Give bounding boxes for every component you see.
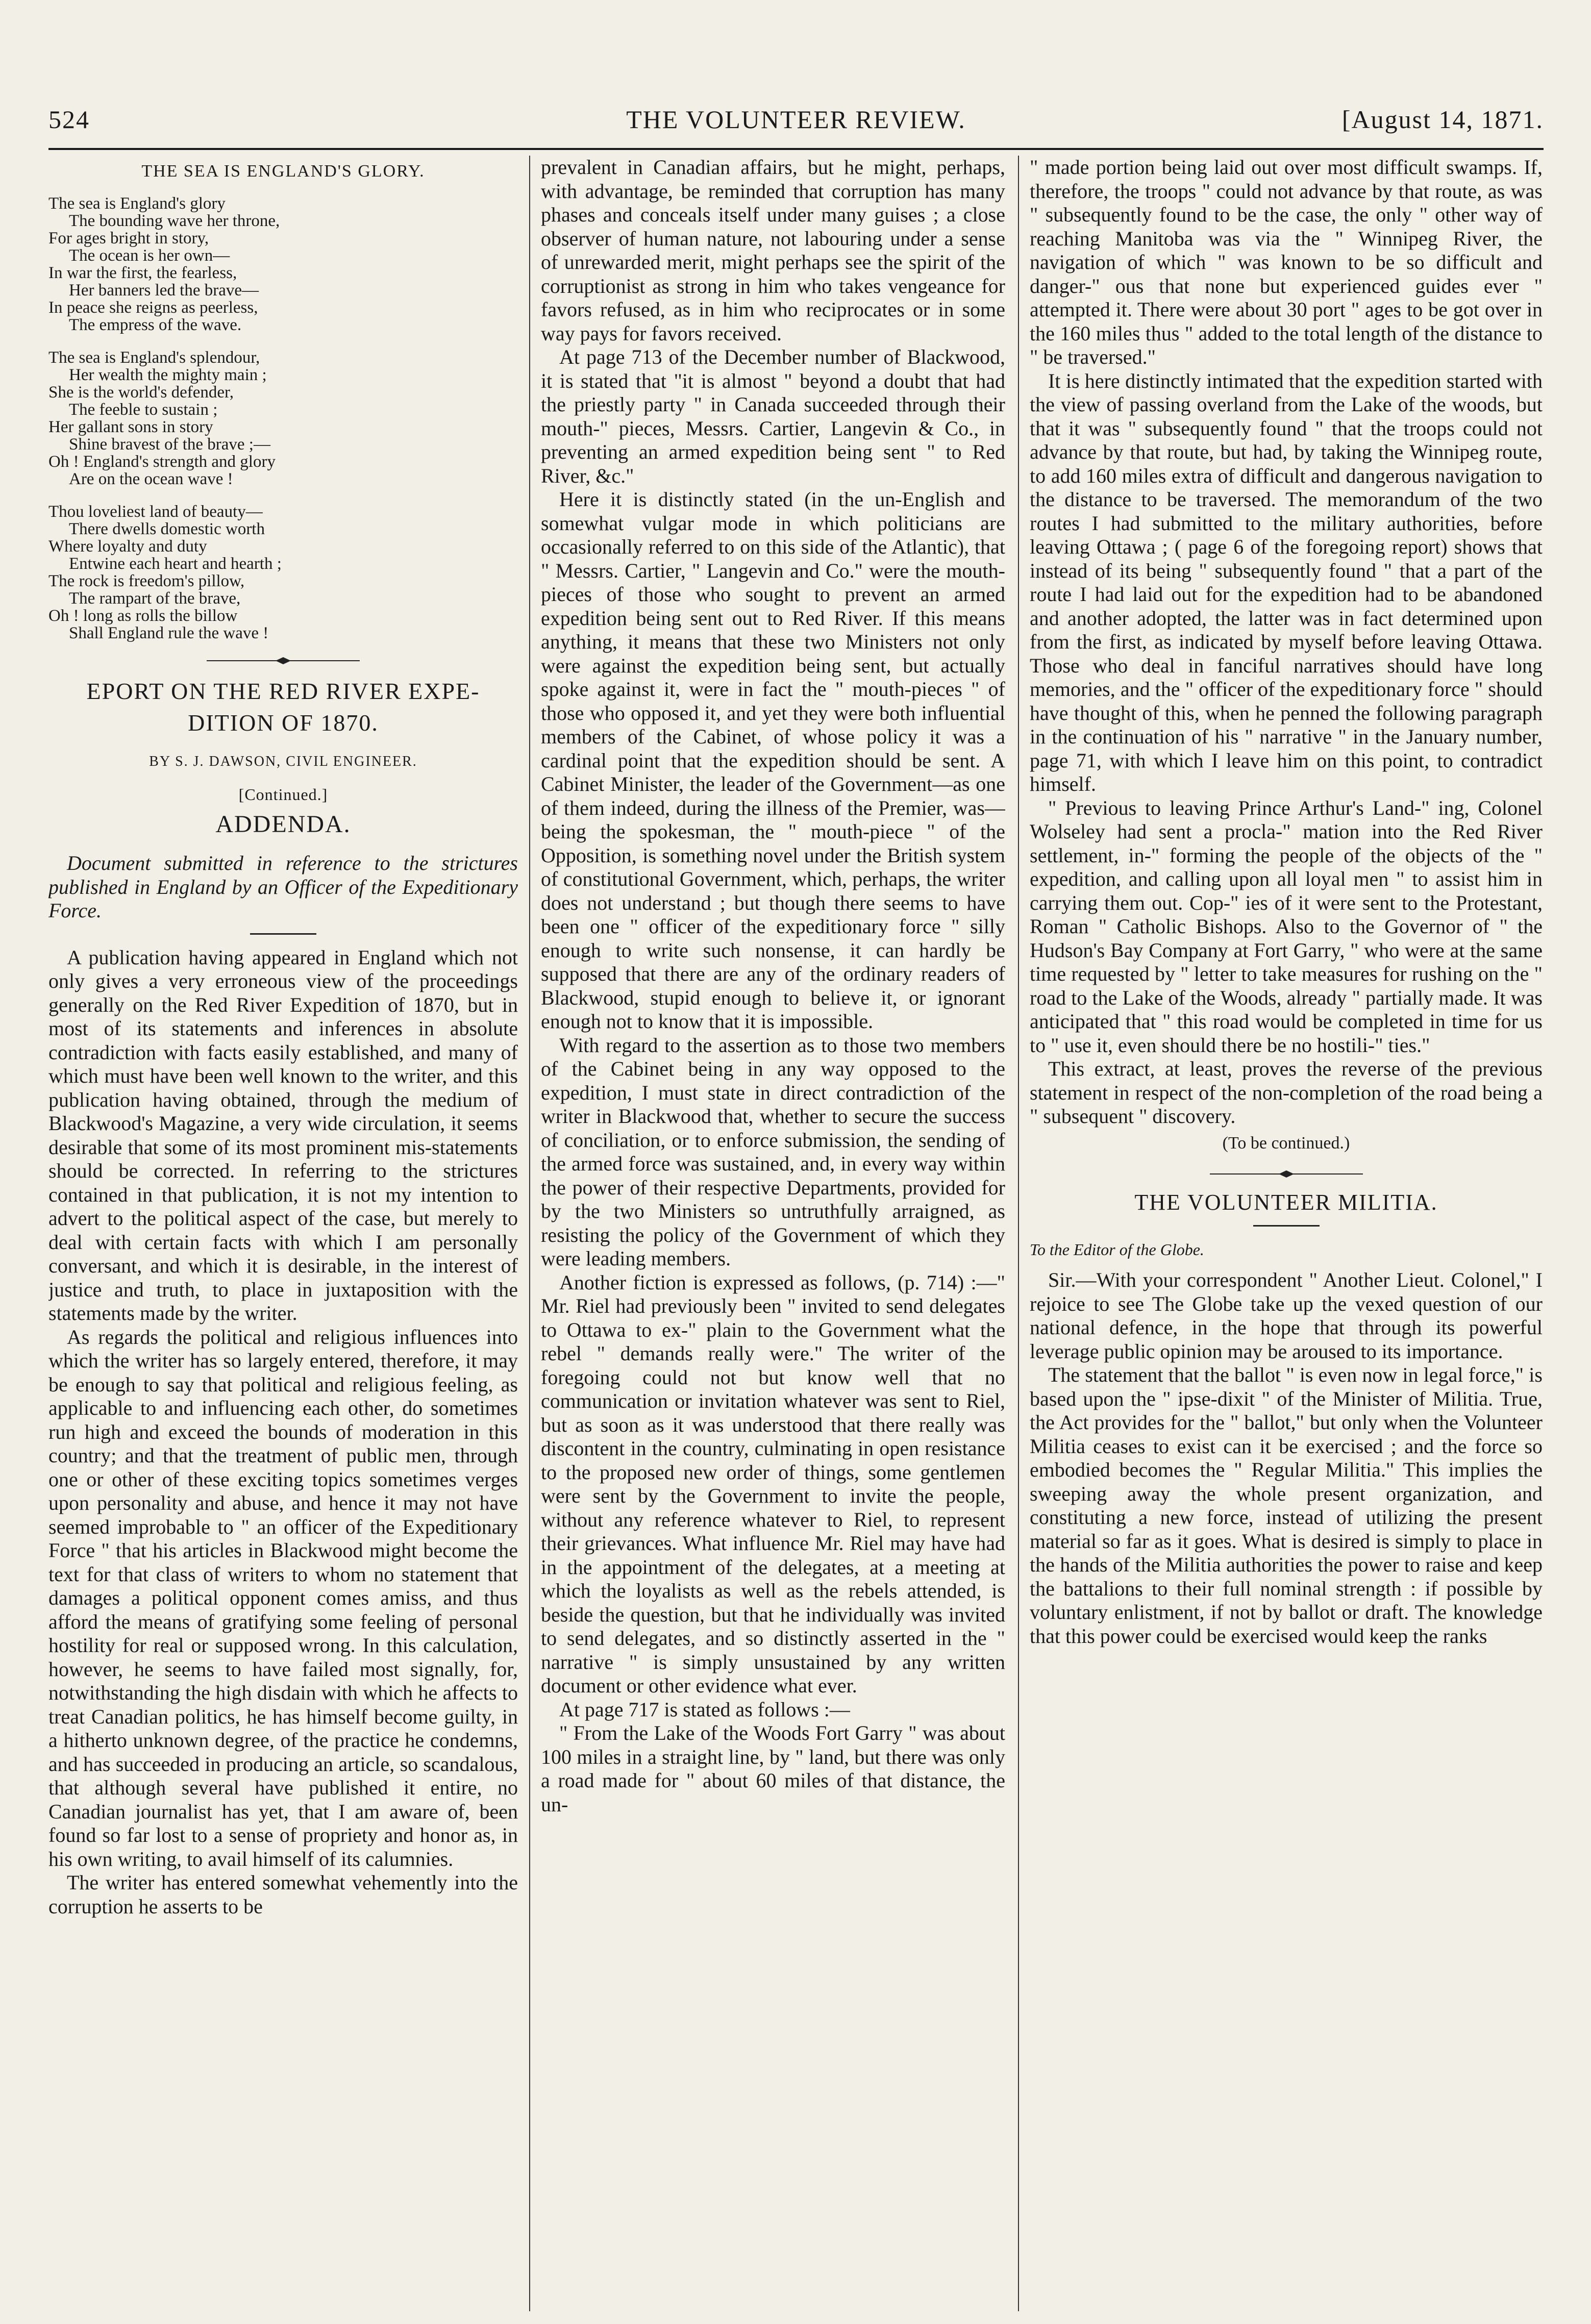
issue-date: [August 14, 1871. bbox=[1341, 105, 1544, 134]
poem-line: Oh ! England's strength and glory bbox=[48, 452, 276, 471]
report-byline: BY S. J. DAWSON, CIVIL ENGINEER. bbox=[149, 753, 417, 769]
poem-line: Her banners led the brave— bbox=[69, 281, 259, 299]
article-paragraph: At page 717 is stated as follows :— bbox=[559, 1697, 850, 1721]
article-paragraph: This extract, at least, proves the reverse of the previous statement in respect of the non-completion of the road being a " subsequent " discovery. bbox=[1030, 1057, 1543, 1128]
article-paragraph: " Previous to leaving Prince Arthur's Land-" ing, Colonel Wolseley had sent a procla-" mation into the Red River settlement, in-" forming the people of the objects of the " expedition, and calling upon all loyal men " to assist him in carrying them out. Cop-" ies of it were sent to the Protestant, Roman " Catholic Bishops. Also to the Governor of " the Hudson's Bay Company at Fort Garry, " who were at the same time requested by " letter to take measures for rushing on the " road to the Lake of the Woods, already " partially made. It was anticipated that " this road would be completed in time for us to " use it, even should there be no hostili-" ties." bbox=[1030, 796, 1543, 1057]
column-2 bbox=[541, 156, 1005, 2298]
article-paragraph: The writer has entered somewhat vehemently into the corruption he asserts to be bbox=[48, 1871, 518, 1918]
poem-line: She is the world's defender, bbox=[48, 383, 234, 402]
report-title-line-2: DITION OF 1870. bbox=[188, 709, 379, 736]
column-divider bbox=[1018, 156, 1019, 2311]
poem-line: Her gallant sons in story bbox=[48, 417, 213, 436]
poem-line: The sea is England's glory bbox=[48, 194, 226, 213]
document-note: Document submitted in reference to the strictures published in England by an Officer of the Expeditionary Force. bbox=[48, 852, 518, 922]
poem-stanza bbox=[48, 503, 518, 642]
poem-line: Where loyalty and duty bbox=[48, 537, 207, 556]
column-3 bbox=[1030, 156, 1543, 2298]
page-header bbox=[48, 105, 1544, 140]
section-rule bbox=[1253, 1225, 1320, 1227]
poem-line: Shine bravest of the brave ;— bbox=[69, 435, 270, 454]
article-paragraph: prevalent in Canadian affairs, but he might, perhaps, with advantage, be reminded that corruption has many phases and conceals itself under many guises ; a close observer of human nature, not labouring under a sense of unrewarded merit, might perhaps see the spirit of the corruptionist as strong in him who takes vengeance for favors refused, as in him who reciprocates or in some way pays for favors received. bbox=[541, 156, 1005, 345]
section-rule bbox=[250, 933, 316, 935]
poem-line: The rock is freedom's pillow, bbox=[48, 571, 245, 590]
poem-line: Oh ! long as rolls the billow bbox=[48, 606, 238, 625]
poem-stanza bbox=[48, 349, 518, 488]
poem-line: The sea is England's splendour, bbox=[48, 348, 260, 367]
poem-title: THE SEA IS ENGLAND'S GLORY. bbox=[141, 162, 425, 181]
article-paragraph: It is here distinctly intimated that the expedition started with the view of passing overland from the Lake of the woods, but that it was " subsequently found " that the troops could not advance by that route, but had, by taking the Winnipeg route, to add 160 miles extra of difficult and dangerous navigation to the distance to be traversed. The memorandum of the two routes I had submitted to the military authorities, before leaving Ottawa ; ( page 6 of the foregoing report) shows that instead of its being " subsequently found " that a part of the route I had laid out for the expedition had to be abandoned and another adopted, the latter was in fact determined upon from the first, as indicated by myself before leaving Ottawa. Those who deal in fanciful narratives should have long memories, and the " officer of the expeditionary force " should have thought of this, when he penned the following paragraph in the continuation of his " narrative " in the January number, page 71, with which I leave him on this point, to contradict himself. bbox=[1030, 369, 1543, 795]
poem-line: The empress of the wave. bbox=[69, 315, 242, 334]
poem-line: For ages bright in story, bbox=[48, 229, 209, 247]
report-title-line-1: EPORT ON THE RED RIVER EXPE- bbox=[86, 678, 480, 704]
poem-line: In peace she reigns as peerless, bbox=[48, 298, 258, 317]
article-paragraph: As regards the political and religious influences into which the writer has so largely entered, therefore, it may be enough to say that political and religious feeling, as applicable to and influencing each other, do sometimes run high and exceed the bounds of moderation in this country; and that the treatment of public men, through one or other of these exciting topics sometimes verges upon personality and abuse, and hence it may not have seemed improbable to " an officer of the Expeditionary Force " that his articles in Blackwood might become the text for that class of writers to whom no statement that damages a political opponent comes amiss, and thus afford the means of gratifying some feeling of personal hostility for real or supposed wrong. In this calculation, however, he seems to have failed most signally, for, notwithstanding the high disdain with which he affects to treat Canadian politics, he has himself become guilty, in a hitherto unknown degree, of the practice he condemns, and has succeeded in producing an article, so scandalous, that although several have published it entire, no Canadian journalist has yet, that I am aware of, been found so far lost to a sense of propriety and honor as, in his own writing, to avail himself of its calumnies. bbox=[48, 1325, 518, 1870]
article-paragraph: Another fiction is expressed as follows, (p. 714) :—" Mr. Riel had previously been " invited to send delegates to Ottawa to ex-" plain to the Government what the rebel " demands really were." The writer of the foregoing could not but know well that no communication or invitation whatever was sent to Riel, but as soon as it was understood that there really was discontent in the country, culminating in open resistance to the proposed new order of things, some gentlemen were sent by the Government to invite the people, without any reference whatever to Riel, to represent their grievances. What influence Mr. Riel may have had in the appointment of the delegates, at a meeting at which the loyalists as well as the rebels attended, is beside the question, but that he individually was invited to send delegates, and so distinctly asserted in the " narrative " is simply unsustained by any written document or other evidence what ever. bbox=[541, 1270, 1005, 1697]
article-paragraph: Here it is distinctly stated (in the un-English and somewhat vulgar mode in which politicians are occasionally referred to on this side of the Atlantic), that " Messrs. Cartier, " Langevin and Co." were the mouth-pieces of those who sought to prevent an armed expedition being sent out to Red River. If this means anything, it means that these two Ministers not only were against the expedition being sent, but actually spoke against it, were in fact the " mouth-pieces " of those who opposed it, and yet they were both influential members of the Cabinet, of whose policy it was a cardinal point that the expedition should be sent. A Cabinet Minister, the leader of the Government—as one of them indeed, during the illness of the Premier, was—being the spokesman, the " mouth-piece " of the Opposition, is something novel under the British system of constitutional Government, which, perhaps, the writer does not understand ; but though there seems to have been one " officer of the expeditionary force " silly enough to write such nonsense, it can hardly be supposed that there are any of the ordinary readers of Blackwood, stupid enough to believe it, or ignorant enough not to know that it is impossible. bbox=[541, 488, 1005, 1033]
article-paragraph: " made portion being laid out over most difficult swamps. If, therefore, the troops " could not advance by that route, as was " subsequently found to be the case, the only " other way of reaching Manitoba was via the " Winnipeg River, the navigation of which " was known to be so difficult and danger-" ous that none but experienced guides ever " attempted it. There were about 30 port " ages to be got over in the 160 miles thus " added to the total length of the distance to " be traversed." bbox=[1030, 156, 1543, 368]
letter-paragraph: The statement that the ballot " is even now in legal force," is based upon the " ipse-dixit " of the Minister of Militia. True, the Act provides for the " ballot," but only when the Volunteer Militia ceases to exist can it be exercised ; and the force so embodied becomes the " Regular Militia." This implies the sweeping away the whole present organization, and constituting a new force, instead of utilizing the present material so far as it goes. What is desired is simply to place in the hands of the Militia authorities the power to raise and keep the battalions to their full nominal strength : if possible by voluntary enlistment, if not by ballot or draft. The knowledge that this power could be exercised would keep the ranks bbox=[1030, 1363, 1543, 1647]
header-rule bbox=[48, 148, 1544, 150]
poem-line: Shall England rule the wave ! bbox=[69, 623, 269, 642]
article-paragraph: " From the Lake of the Woods Fort Garry " was about 100 miles in a straight line, by " land, but there was only a road made for " about 60 miles of that distance, the un- bbox=[541, 1721, 1005, 1816]
poem-line: Entwine each heart and hearth ; bbox=[69, 554, 282, 573]
column-1 bbox=[48, 156, 518, 2298]
poem-stanza bbox=[48, 195, 518, 334]
article-paragraph: With regard to the assertion as to those two members of the Cabinet being in any way opposed to the expedition, I must state in direct contradiction of the writer in Blackwood that, whether to secure the success of conciliation, or to enforce submission, the sending of the armed force was sustained, and, in every way within the power of their respective Departments, provided for by the two Ministers so untruthfully arraigned, as resisting the policy of the Government of which they were leading members. bbox=[541, 1033, 1005, 1270]
poem-line: Her wealth the mighty main ; bbox=[69, 365, 267, 384]
poem-line: In war the first, the fearless, bbox=[48, 263, 237, 282]
poem-line: The bounding wave her throne, bbox=[69, 211, 280, 230]
poem-line: The feeble to sustain ; bbox=[69, 400, 218, 419]
article-paragraph: At page 713 of the December number of Blackwood, it is stated that "it is almost " beyond a doubt that had the priestly party " in Canada succeeded through their mouth-" pieces, Messrs. Cartier, Langevin & Co., in preventing an armed expedition being sent " to Red River, &c." bbox=[541, 345, 1005, 487]
poem-line: The ocean is her own— bbox=[69, 246, 230, 265]
poem-line: Are on the ocean wave ! bbox=[69, 469, 233, 488]
column-divider bbox=[529, 156, 530, 2311]
page-number: 524 bbox=[48, 105, 90, 134]
ornamental-rule bbox=[207, 657, 360, 664]
poem-line: There dwells domestic worth bbox=[69, 519, 265, 538]
continued-label: [Continued.] bbox=[238, 785, 328, 804]
poem-line: The rampart of the brave, bbox=[69, 589, 241, 608]
poem-line: Thou loveliest land of beauty— bbox=[48, 502, 263, 521]
to-editor-line: To the Editor of the Globe. bbox=[1030, 1240, 1204, 1259]
masthead-title: THE VOLUNTEER REVIEW. bbox=[626, 105, 966, 134]
to-be-continued: (To be continued.) bbox=[1222, 1133, 1350, 1153]
letter-paragraph: Sir.—With your correspondent " Another Lieut. Colonel," I rejoice to see The Globe take up the vexed question of our national defence, in the hope that through its powerful leverage public opinion may be aroused to its importance. bbox=[1030, 1268, 1543, 1363]
militia-heading: THE VOLUNTEER MILITIA. bbox=[1134, 1190, 1438, 1215]
addenda-heading: ADDENDA. bbox=[215, 810, 351, 838]
article-paragraph: A publication having appeared in England which not only gives a very erroneous view of the proceedings generally on the Red River Expedition of 1870, but in most of its statements and inferences in absolute contradiction with facts easily established, and many of which must have been well known to the writer, and this publication having obtained, through the medium of Blackwood's Magazine, a very wide circulation, it seems desirable that some of its most prominent mis-statements should be corrected. In referring to the strictures contained in that publication, it is not my intention to advert to the political aspect of the case, but merely to deal with certain facts with which I am personally conversant, and which it is desirable, in the interest of justice and truth, to place in juxtaposition with the statements made by the writer. bbox=[48, 945, 518, 1325]
ornamental-rule bbox=[1210, 1170, 1363, 1178]
